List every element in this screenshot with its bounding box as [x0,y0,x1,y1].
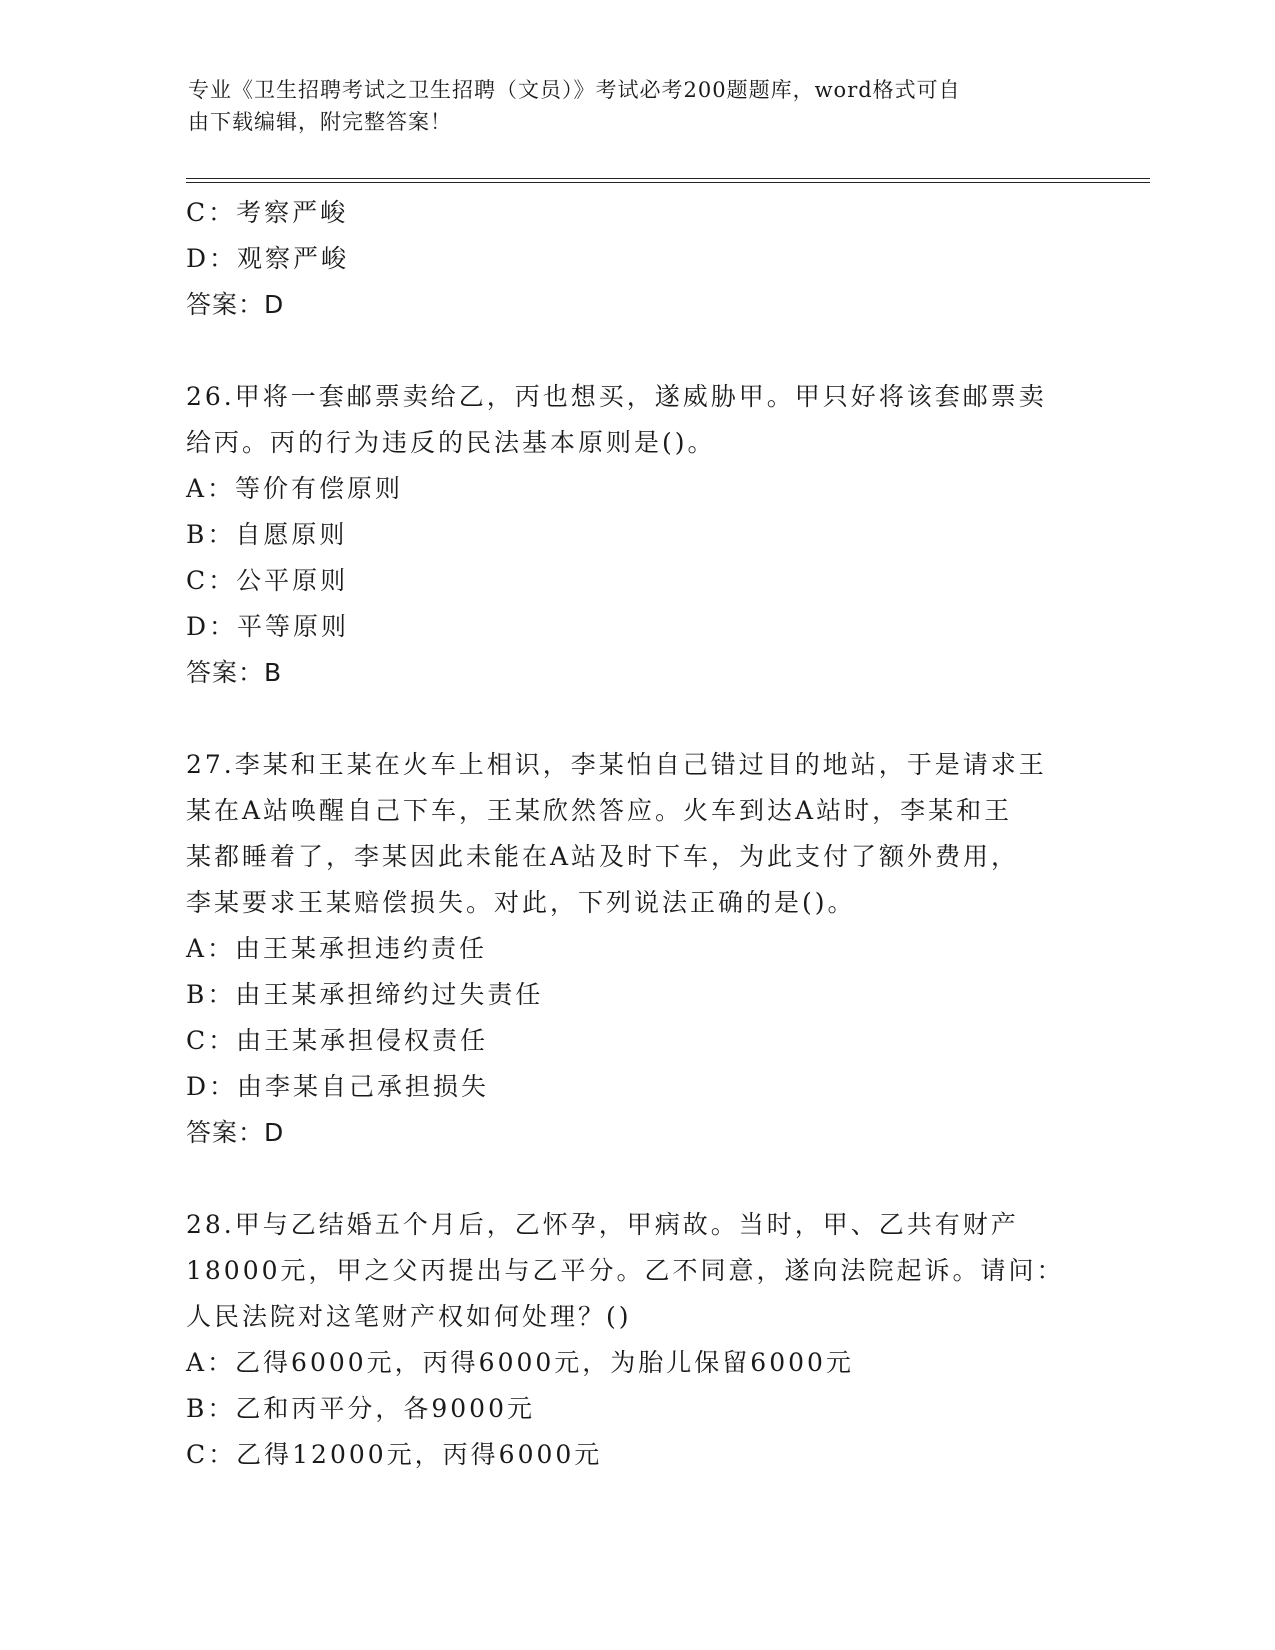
question-text-line: 人民法院对这笔财产权如何处理？() [186,1302,632,1331]
header-rule-top [186,178,1150,179]
spacer [186,696,1086,742]
question-text-line: 28.甲与乙结婚五个月后，乙怀孕，甲病故。当时，甲、乙共有财产 [186,1210,1019,1239]
question-text-line: 李某要求王某赔偿损失。对此，下列说法正确的是()。 [186,888,856,917]
option-b: B：由王某承担缔约过失责任 [186,980,544,1009]
question-26 [186,374,1086,696]
spacer [186,1156,1086,1202]
option-d: D：由李某自己承担损失 [186,1072,490,1101]
option-b: B：乙和丙平分，各9000元 [186,1394,535,1423]
header-line-2: 由下载编辑，附完整答案！ [188,110,452,134]
question-text-line: 某在A站唤醒自己下车，王某欣然答应。火车到达A站时，李某和王 [186,796,1013,825]
option-a: A：由王某承担违约责任 [186,934,488,963]
question-text-line: 27.李某和王某在火车上相识，李某怕自己错过目的地站，于是请求王 [186,750,1047,779]
question-27 [186,742,1086,1156]
option-a: A：乙得6000元，丙得6000元，为胎儿保留6000元 [186,1348,854,1377]
previous-question-tail [186,190,1086,328]
option-c: C：由王某承担侵权责任 [186,1026,489,1055]
spacer [186,328,1086,374]
answer-line: 答案：D [186,290,285,319]
option-a: A：等价有偿原则 [186,474,404,503]
document-header [188,74,1068,138]
question-text-line: 某都睡着了，李某因此未能在A站及时下车，为此支付了额外费用， [186,842,1020,871]
option-c: C：公平原则 [186,566,349,595]
option-c: C：考察严峻 [186,198,349,227]
option-d: D：平等原则 [186,612,350,641]
question-text-line: 18000元，甲之父丙提出与乙平分。乙不同意，遂向法院起诉。请问： [186,1256,1065,1285]
option-c: C：乙得12000元，丙得6000元 [186,1440,603,1469]
question-28 [186,1202,1086,1478]
header-line-1: 专业《卫生招聘考试之卫生招聘（文员）》考试必考200题题库，word格式可自 [188,78,961,102]
option-d: D：观察严峻 [186,244,350,273]
question-text-line: 给丙。丙的行为违反的民法基本原则是()。 [186,428,716,457]
option-b: B：自愿原则 [186,520,348,549]
answer-line: 答案：B [186,658,283,687]
question-text-line: 26.甲将一套邮票卖给乙，丙也想买，遂威胁甲。甲只好将该套邮票卖 [186,382,1047,411]
header-rule-bottom [186,182,1150,183]
answer-line: 答案：D [186,1118,285,1147]
document-body [186,190,1086,1478]
